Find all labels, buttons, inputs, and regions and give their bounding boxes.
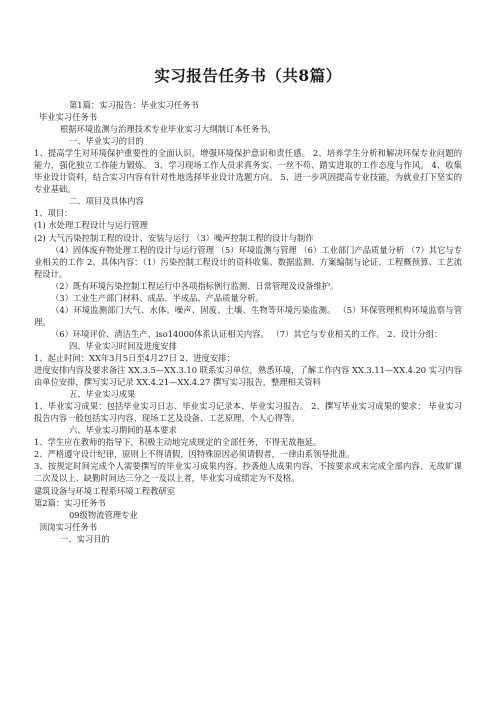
paragraph-heading: 五、毕业实习成果 (69, 389, 136, 400)
paragraph: 1、起止时间：XX年3月5日至4月27日 2、进度安排： (34, 352, 235, 363)
paragraph: (2) 大气污染控制工程的设计、安装与运行 （3）噪声控制工程的设计与制作 (34, 232, 314, 243)
paragraph: 第2篇：实习任务书 (34, 497, 106, 508)
paragraph: 1、提高学生对环境保护重要性的全面认识，增强环境保护意识和责任感。 2、培养学生分析和解决环保专业问题的能力，强化独立工作能力锻炼。 3、学习现场工作人员求真务实、一丝不苟、踏实进取的工作态度与作风。 4、收集毕业设计资料，结合实习内容有针对性地选择毕业设计选题方向。 5、进一步巩固提高专业技能，为就业打下坚实的专业基础。 (34, 148, 462, 195)
paragraph: 1、毕业实习成果：包括毕业实习日志、毕业实习记录本、毕业实习报告。 2、撰写毕业实习成果的要求： 毕业实习报告内容一般包括实习内容、现场工艺及设备、工艺原理、个人心得等。 (34, 401, 462, 424)
paragraph: 1、项目： (34, 208, 73, 219)
paragraph: （4）固体废弃物处理工程的设计与运行管理 （5）环境监测与管理 （6）工业部门产品质量分析 （7）其它与专业相关的工作 2、具体内容：（1）污染控制工程设计的资料收集、数据监测、方案编制与论证、工程概预算、工艺流程设计。 (34, 244, 462, 279)
paragraph: 2、严格遵守设计纪律，原则上不得请假，因特殊原因必须请假者，一律由系领导批准。 (34, 449, 355, 460)
document-body (34, 99, 462, 545)
paragraph: 一、实习目的 (60, 533, 110, 544)
paragraph: 根据环境监测与治理技术专业毕业实习大纲制订本任务书。 (60, 124, 276, 135)
paragraph-heading: 六、毕业实习期间的基本要求 (69, 425, 177, 436)
paragraph: （4）环境监测部门大气、水体、噪声、固废、土壤、生物等环境污染监测。 （5）环保管理机构环境监察与管理。 (34, 304, 462, 327)
paragraph: 顶岗实习任务书 (39, 521, 98, 532)
paragraph: 3、按规定时间完成个人需要撰写的毕业实习成果内容。抄袭他人成果内容、不按要求或未完成全部内容、无故旷课二次及以上、缺勤时间达三分之一及以上者，毕业实习成绩定为不及格。 (34, 461, 462, 484)
document-title: 实习报告任务书（共8篇） (154, 66, 342, 85)
paragraph-section-heading: 第1篇：实习报告：毕业实习任务书 (69, 100, 199, 110)
paragraph: （2）既有环境污染控制工程运行中各项指标例行监测、日常管理及设备维护。 (51, 280, 339, 291)
paragraph: 1、学生应在教师的指导下，积极主动地完成规定的全部任务，不得无故拖延。 (34, 437, 322, 448)
paragraph: 进度安排内容及要求备注 XX.3.5—XX.3.10 联系实习单位，熟悉环境，了解工作内容 XX.3.11—XX.4.20 实习内容由单位安排，撰写实习记录 XX.4.21—XX.4.27 撰写实习报告，整理相关资料 (34, 365, 462, 388)
paragraph-heading: 四、毕业实习时间及进度安排 (69, 340, 177, 351)
paragraph-heading: 二、项目及具体内容 (69, 196, 144, 207)
paragraph-heading: 一、毕业实习的目的 (69, 136, 144, 147)
paragraph-section-heading: 09级物流管理专业 (69, 509, 138, 520)
paragraph: （3）工业生产部门材料、成品、半成品、产品质量分析。 (51, 292, 264, 303)
paragraph: （6）环境评价、清洁生产、iso14000体系认证相关内容。 （7）其它与专业相关的工作。 2、设计分组： (51, 328, 443, 339)
paragraph-subtitle: 毕业实习任务书 (39, 112, 98, 123)
paragraph: 建筑设备与环境工程系环境工程教研室 (34, 485, 176, 496)
paragraph: (1) 水处理工程设计与运行管理 (34, 220, 148, 231)
